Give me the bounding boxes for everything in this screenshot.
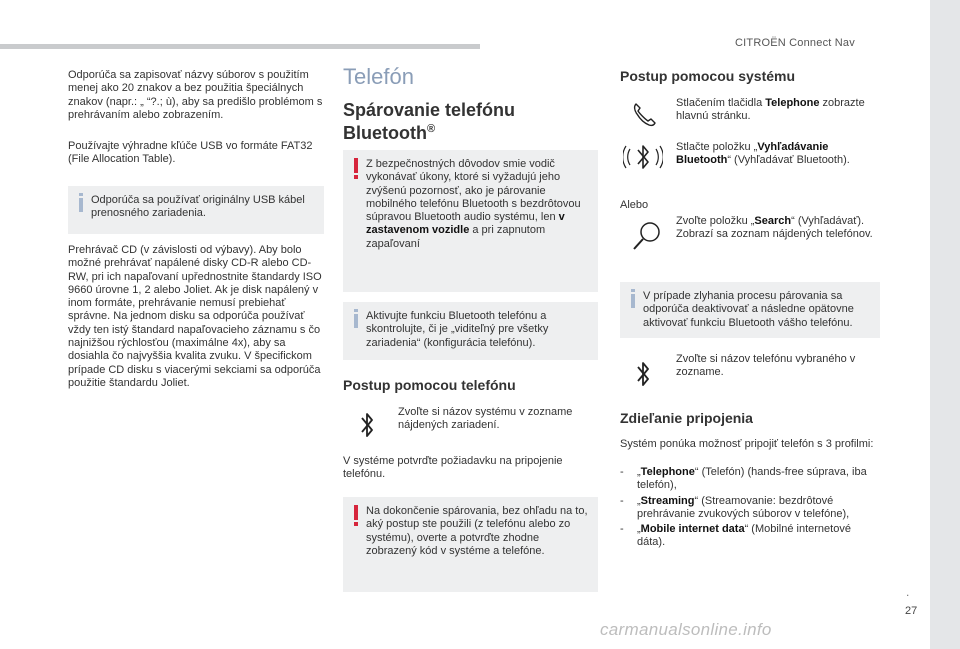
info-box-text: V prípade zlyhania procesu párovania sa odporúča deaktivovať a následne opätovne aktivovať funkciu Bluetooth vášho telefónu. [643,290,854,329]
system-step-3: Zvoľte položku „Search“ (Vyhľadávať). Zobrazí sa zoznam nájdených telefónov. [676,215,873,241]
info-box-visibility [343,302,598,360]
warning-box-text: Z bezpečnostných dôvodov smie vodič vykonávať úkony, ktoré si vyžadujú jeho zvýšenú pozornosť, ako je párovanie mobilného telefónu Bluetooth s bezdrôtovou súpravou Bluetooth audio systému, len v zastavenom vozidle a pri zapnutom zapaľovaní [366,158,581,250]
confirm-paragraph: V systéme potvrďte požiadavku na pripojenie telefónu. [343,455,563,481]
profiles-intro: Systém ponúka možnosť pripojiť telefón s 3 profilmi: [620,438,874,450]
list-item: - „Mobile internet data“ (Mobilné internetové dáta). [620,523,851,549]
bluetooth-icon [358,410,376,440]
bluetooth-search-icon [623,137,663,177]
warning-box-text: Na dokončenie spárovania, bez ohľadu na to, aký postup ste použili (z telefónu alebo zo systému), overte a potvrďte zhodne zobrazený kód v systéme a telefóne. [366,505,588,557]
system-step-1: Stlačením tlačidla Telephone zobrazte hlavnú stránku. [676,97,865,123]
info-box-text: Aktivujte funkciu Bluetooth telefónu a skontrolujte, či je „viditeľný pre všetky zariadenia“ (konfigurácia telefónu). [366,310,549,349]
system-step-2: Stlačte položku „Vyhľadávanie Bluetooth“ (Vyhľadávať Bluetooth). [676,141,850,167]
page-number: 27 [905,605,918,617]
info-box-text: Odporúča sa používať originálny USB kábel prenosného zariadenia. [91,194,305,220]
pairing-title-line2: Bluetooth [343,123,427,143]
info-box-usb-cable [68,186,324,234]
side-strip [930,0,960,649]
warning-box-code [343,497,598,592]
phone-procedure-heading: Postup pomocou telefónu [343,377,516,393]
pairing-title-line1: Spárovanie telefónu [343,100,516,120]
phone-step-1: Zvoľte si názov systému v zozname nájdených zariadení. [398,406,573,432]
cd-player-paragraph: Prehrávač CD (v závislosti od výbavy). Aby bolo možné prehrávať napálené disky CD-R alebo CD-RW, pri ich napaľovaní upřednostnite štandardy ISO 9660 úrovne 1, 2 alebo Joliet. Ak je disk napálený v inom formáte, prehrávanie nemusí prebiehať správne. Na jednom disku sa odporúča používať vždy ten istý štandard napaľovacieho záznamu s čo najnižšou rýchlosťou (maximálne 4x), aby sa dosiahla čo najvyššia kvalita zvuku. V špecifickom prípade CD disku s viacerými sekciami sa odporúča použitie štandardu Joliet. [68,244,322,389]
list-item: - „Telephone“ (Telefón) (hands-free súprava, iba telefón), [620,466,867,492]
or-label: Alebo [620,199,649,211]
section-title: Telefón [343,64,414,89]
connection-sharing-heading: Zdieľanie pripojenia [620,410,753,426]
top-bar [0,44,480,49]
system-procedure-heading: Postup pomocou systému [620,68,796,84]
pairing-title [343,101,599,143]
usb-naming-paragraph: Odporúča sa zapisovať názvy súborov s použitím menej ako 20 znakov a bez použitia špeciálnych znakov (napr.: „ “?.; ù), aby sa predišlo problémom s prehrávaním alebo zobrazením. [68,69,323,121]
list-item: - „Streaming“ (Streamovanie: bezdrôtové prehrávanie zvukových súborov v telefóne), [620,494,850,520]
brand-label: CITROËN Connect Nav [735,37,855,49]
info-box-failure [620,282,880,338]
warning-box-safety [343,150,598,292]
bluetooth-icon [634,359,652,389]
system-step-4: Zvoľte si názov telefónu vybraného v zozname. [676,353,856,379]
watermark: carmanualsonline.info [600,620,772,639]
usb-format-paragraph: Používajte výhradne kľúče USB vo formáte FAT32 (File Allocation Table). [68,140,313,166]
profiles-list [620,466,882,550]
page-dot: . [906,585,910,599]
pairing-title-sup: ® [426,123,436,135]
phone-icon [630,100,658,128]
search-icon [630,219,664,253]
